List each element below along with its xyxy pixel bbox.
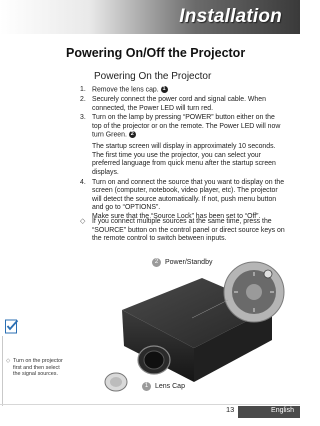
step-text: Turn on and connect the source that you want to display on the screen (computer, notebook, video player, etc). The projector will detect the source automatically. If not, push menu button and go to “OPTIONS”. [92,178,285,212]
projector-illustration [82,250,296,408]
diamond-icon: ◇ [6,358,11,364]
footer-divider [0,404,300,405]
step-followup: Make sure that the “Source Lock” has been set to “Off”. [92,212,261,220]
callout-label: Power/Standby [165,259,213,266]
note-panel [0,318,63,426]
header-title: Installation [179,6,282,27]
power-button-icon [264,270,272,278]
footer-language: English [271,407,294,414]
step-number: 2. [80,95,86,103]
callout-marker: 1 [162,86,166,92]
step-2 [80,96,286,113]
footer-bar [238,406,300,418]
section-title: Powering On/Off the Projector [66,46,246,60]
lens [144,351,164,369]
callout-lens [142,382,185,391]
step-text: Remove the lens cap. [92,86,159,94]
tip [80,218,286,244]
step-number: 1. [80,86,86,93]
note-icon [5,318,19,334]
callout-number: 1 [142,382,151,391]
step-text: Turn on the lamp by pressing “POWER” button either on the top of the projector or on the remote. The Power LED will now turn Green. [92,114,281,139]
callout-marker: 2 [130,131,134,138]
lens-cap-inner [110,377,122,387]
note-text-block [6,358,65,378]
control-center [246,284,262,300]
callout-number: 2 [152,258,161,267]
step-text: Securely connect the power cord and signal cable. When connected, the Power LED will turn red. [92,95,266,112]
page-number: 13 [226,405,235,414]
callout-label: Lens Cap [155,383,185,390]
projector-drawing [82,250,296,408]
step-number: 3. [80,114,86,122]
callout-power [152,258,212,267]
tip-text: If you connect multiple sources at the same time, press the “SOURCE” button on the control panel or direct source keys on the remote control to switch between inputs. [92,218,285,243]
step-number: 4. [80,178,86,186]
step-followup: The startup screen will display in approximately 10 seconds. The first time you use the projector, you can select your preferred language from quick menu after the startup screen displays. [92,143,276,176]
steps-list [80,86,286,223]
step-3 [80,114,286,177]
diamond-icon: ◇ [80,218,86,225]
step-4 [80,179,286,222]
page-header [0,0,300,34]
subsection-title: Powering On the Projector [94,71,212,82]
note-divider [2,336,3,406]
step-1 [80,86,286,95]
note-text: Turn on the projector first and then select the signal sources. [13,358,63,378]
